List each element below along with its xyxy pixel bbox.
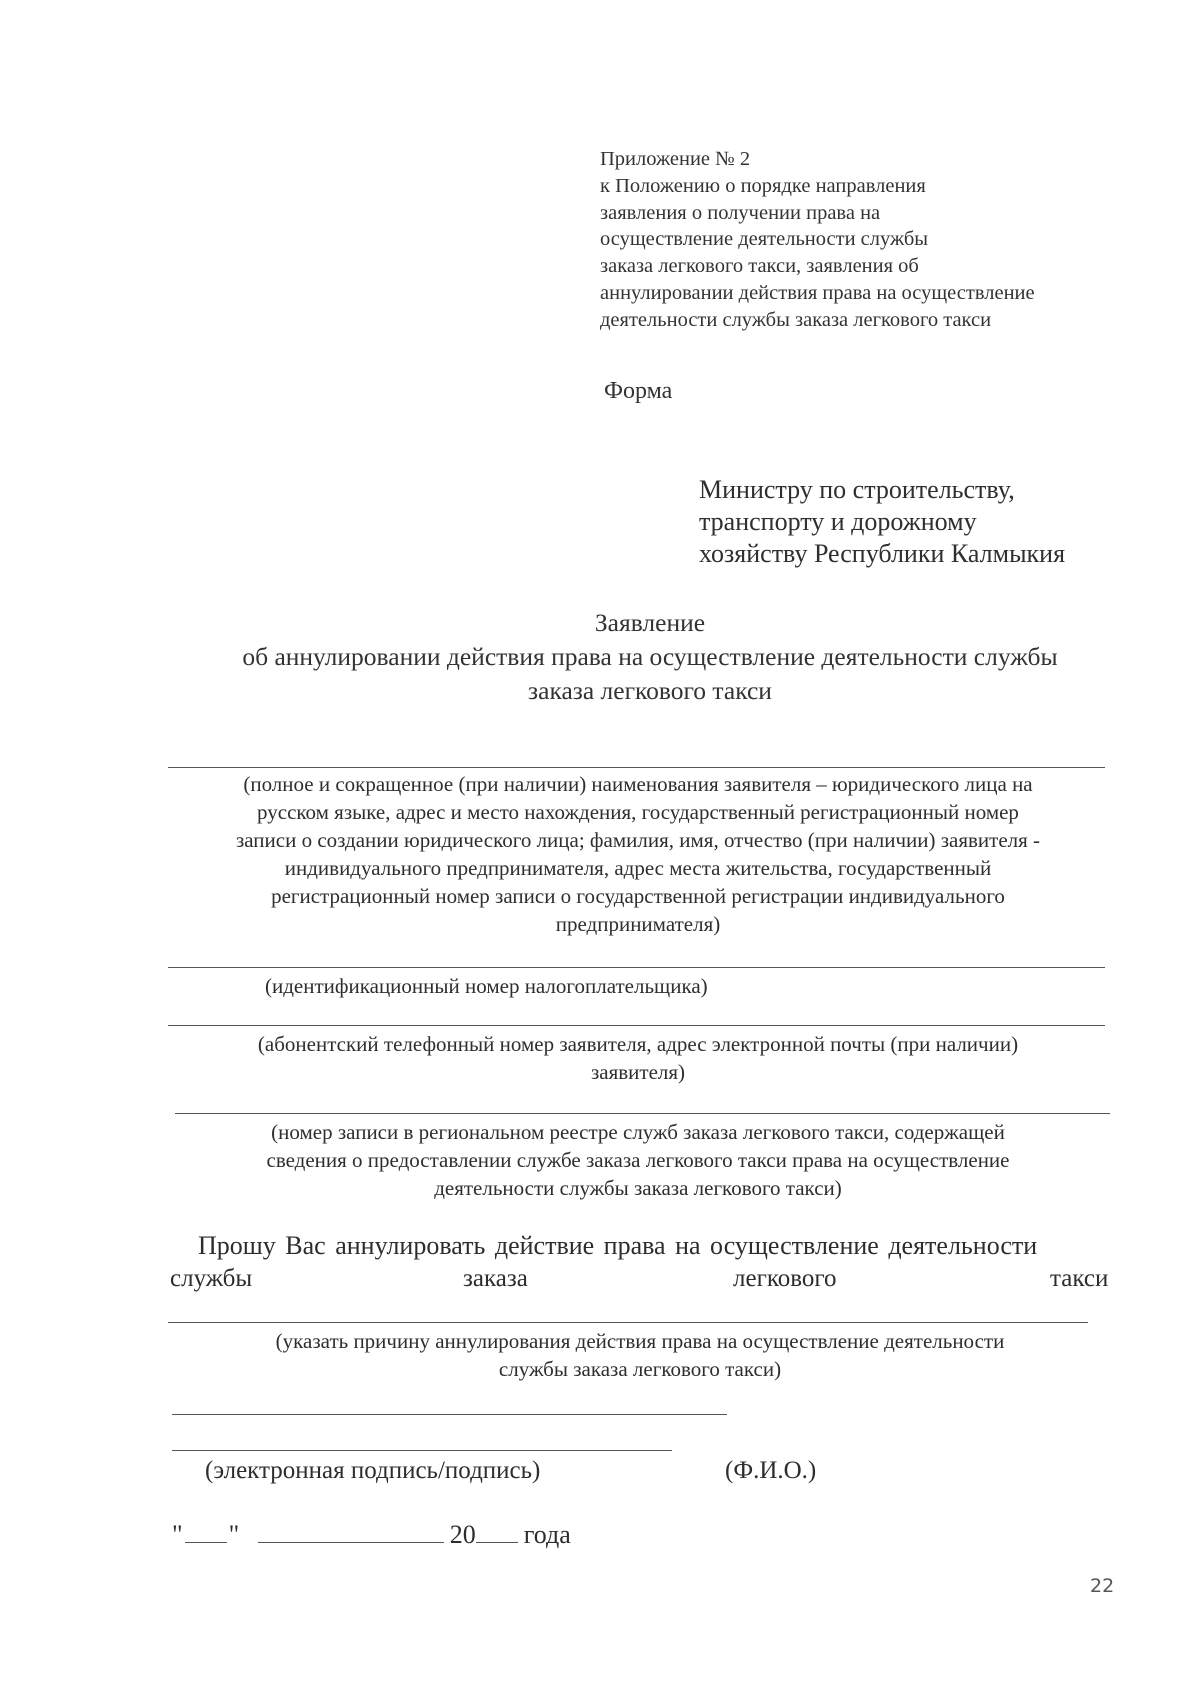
document-heading: Заявление xyxy=(594,608,706,637)
registry-record-line[interactable] xyxy=(175,1113,1110,1114)
caption-line: русском языке, адрес и место нахождения, государственный регистрационный номер xyxy=(257,800,1019,824)
full-name-label: (Ф.И.О.) xyxy=(725,1457,817,1484)
contacts-caption xyxy=(158,1030,1118,1086)
close-quote: " xyxy=(228,1520,240,1549)
request-word: службы xyxy=(170,1265,253,1292)
inn-caption: (идентификационный номер налогоплательщика) xyxy=(265,974,708,998)
caption-line: службы заказа легкового такси) xyxy=(498,1357,782,1381)
date-line xyxy=(172,1520,571,1550)
caption-line: деятельности службы заказа легкового такси) xyxy=(434,1176,842,1200)
addressee-line: хозяйству Республики Калмыкия xyxy=(699,539,1066,568)
year-suffix: года xyxy=(523,1520,571,1549)
caption-line: (номер записи в региональном реестре служб заказа легкового такси, содержащей xyxy=(271,1120,1005,1144)
annex-line: Приложение № 2 xyxy=(600,148,751,170)
caption-line: индивидуального предпринимателя, адрес места жительства, государственный xyxy=(284,856,992,880)
annex-line: заказа легкового такси, заявления об xyxy=(600,255,919,278)
annex-line: аннулировании действия права на осуществление xyxy=(600,281,1035,304)
document-title-line: заказа легкового такси xyxy=(528,676,772,705)
signature-line-upper[interactable] xyxy=(172,1414,727,1415)
annex-line: заявления о получении права на xyxy=(600,201,881,224)
addressee xyxy=(699,474,1065,570)
caption-line: предпринимателя) xyxy=(555,912,721,936)
annex-line: к Положению о порядке направления xyxy=(600,174,926,197)
request-word: заказа xyxy=(463,1265,528,1292)
reason-caption xyxy=(160,1327,1120,1383)
inn-line[interactable] xyxy=(168,967,1105,968)
open-quote: " xyxy=(172,1520,183,1549)
addressee-line: Министру по строительству, xyxy=(699,475,1015,504)
caption-line: заявителя) xyxy=(590,1060,686,1084)
year-blank[interactable] xyxy=(476,1542,518,1543)
form-label: Форма xyxy=(604,378,673,404)
year-prefix: 20 xyxy=(449,1520,476,1549)
request-word: такси xyxy=(1050,1265,1109,1292)
applicant-name-caption xyxy=(158,770,1118,938)
request-word: легкового xyxy=(733,1265,837,1292)
month-blank[interactable] xyxy=(258,1542,444,1543)
registry-record-caption xyxy=(158,1118,1118,1202)
signature-label: (электронная подпись/подпись) xyxy=(205,1457,541,1484)
caption-line: регистрационный номер записи о государственной регистрации индивидуального xyxy=(271,884,1005,908)
signature-line[interactable] xyxy=(172,1450,672,1451)
day-blank[interactable] xyxy=(185,1542,227,1543)
caption-line: сведения о предоставлении службе заказа легкового такси права на осуществление xyxy=(266,1148,1010,1172)
annex-line: осуществление деятельности службы xyxy=(600,228,929,251)
annex-header xyxy=(600,146,1035,334)
caption-line: (абонентский телефонный номер заявителя, адрес электронной почты (при наличии) xyxy=(257,1032,1019,1056)
caption-line: (полное и сокращенное (при наличии) наименования заявителя – юридического лица на xyxy=(243,772,1033,796)
contacts-line[interactable] xyxy=(168,1025,1105,1026)
addressee-line: транспорту и дорожному xyxy=(699,507,977,536)
page-number: 22 xyxy=(1090,1575,1115,1597)
caption-line: (указать причину аннулирования действия права на осуществление деятельности xyxy=(275,1329,1005,1353)
applicant-name-line[interactable] xyxy=(168,767,1105,768)
annex-line: деятельности службы заказа легкового такси xyxy=(600,308,992,331)
request-line: Прошу Вас аннулировать действие права на осуществление деятельности xyxy=(198,1231,1038,1260)
document-title-line: об аннулировании действия права на осуществление деятельности службы xyxy=(242,642,1058,671)
reason-line[interactable] xyxy=(168,1322,1088,1323)
caption-line: записи о создании юридического лица; фамилия, имя, отчество (при наличии) заявителя - xyxy=(235,828,1041,852)
